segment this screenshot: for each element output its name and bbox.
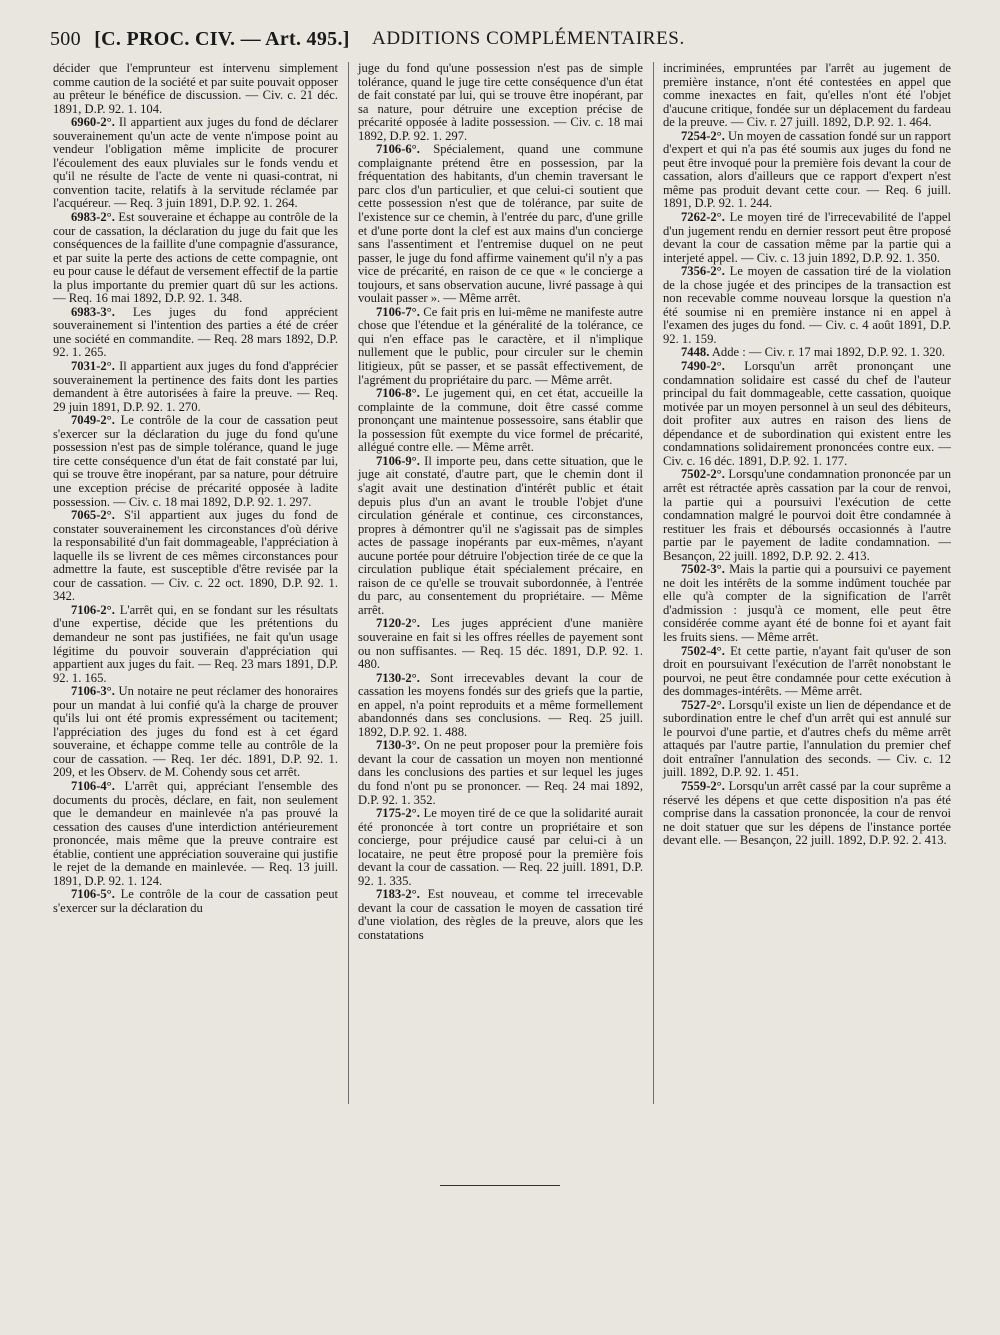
entry-text: Le contrôle de la cour de cassation peut s'exercer sur la déclaration du (53, 887, 338, 915)
entry-number: 7502-2°. (681, 467, 725, 482)
paragraph (358, 617, 643, 671)
entry-number: 7106-8°. (376, 386, 420, 401)
paragraph (358, 807, 643, 888)
entry-text: juge du fond qu'une possession n'est pas de simple tolérance, quand le juge tire cette conséquence d'un état de fait constaté par lui, qui se trouve être inopérant, par sa nature, pour détruire une exception précise de précarité opposée à ladite possession. — Civ. c. 18 mai 1892, D.P. 92. 1. 297. (358, 61, 643, 143)
paragraph (358, 888, 643, 942)
entry-number: 7262-2°. (681, 210, 725, 225)
entry-text: Lorsqu'un arrêt prononçant une condamnation solidaire est cassé du chef de l'auteur principal du fait dommageable, cette cassation, quoique motivée par un moyen personnel à un seul des débiteurs, doit profiter aux autres en raison des liens de dépendance et de subordination qui existent entre les condamnations solidairement prononcées contre eux. — Civ. c. 16 déc. 1891, D.P. 92. 1. 177. (663, 359, 951, 468)
entry-number: 7106-3°. (71, 684, 115, 699)
paragraph (663, 780, 951, 848)
paragraph (53, 62, 338, 116)
entry-text: incriminées, empruntées par l'arrêt au jugement de première instance, n'ont été contestées en appel que comme inexactes en fait, qu'elles n'ont été l'objet d'aucune critique, fondée sur un déplacement du fardeau de la preuve. — Civ. r. 27 juill. 1892, D.P. 92. 1. 464. (663, 61, 951, 130)
entry-number: 7031-2°. (71, 359, 115, 374)
paragraph (53, 306, 338, 360)
paragraph (53, 116, 338, 211)
entry-text: Il appartient aux juges du fond de déclarer souverainement qu'un acte de vente n'impose point au vendeur l'obligation même implicite de procurer l'écoulement des eaux pluviales sur le fonds vendu et qu'il ne résulte de l'acte de vente ni quasi-contrat, ni convention tacite, relatifs à la servitude réclamée par l'acquéreur. — Req. 3 juin 1891, D.P. 92. 1. 264. (53, 115, 338, 211)
entry-text: Un notaire ne peut réclamer des honoraires pour un mandat à lui confié qu'à la charge de prouver qu'ils lui ont été promis expressément ou tacitement; l'appréciation des juges du fond est à cet égard souveraine, et échappe comme telle au contrôle de la cour de cassation. — Req. 1er déc. 1891, D.P. 92. 1. 209, et les Observ. de M. Cohendy sous cet arrêt. (53, 684, 338, 780)
entry-number: 7490-2°. (681, 359, 725, 374)
entry-text: S'il appartient aux juges du fond de constater souverainement les circonstances d'où dérive la responsabilité d'un fait dommageable, l'appréciation à laquelle ils se livrent de ces mêmes circonstances pour admettre la faute, est susceptible d'être revisée par la cour de cassation. — Civ. c. 22 oct. 1890, D.P. 92. 1. 342. (53, 508, 338, 604)
column-divider (653, 62, 654, 1104)
paragraph (53, 780, 338, 888)
entry-number: 7065-2°. (71, 508, 115, 523)
paragraph (663, 360, 951, 468)
paragraph (663, 468, 951, 563)
entry-text: On ne peut proposer pour la première fois devant la cour de cassation un moyen non mentionné dans les conclusions des parties et sur lequel les juges du fond n'ont pu se prononcer. — Req. 24 mai 1892, D.P. 92. 1. 352. (358, 738, 643, 807)
page-number: 500 (50, 28, 81, 50)
entry-number: 7559-2°. (681, 778, 725, 793)
end-rule (440, 1185, 560, 1186)
entry-text: Les juges apprécient d'une manière souveraine en fait si les offres réelles de payement sont ou non suffisantes. — Req. 15 déc. 1891, D.P. 92. 1. 480. (358, 616, 644, 672)
entry-text: Il importe peu, dans cette situation, que le juge ait constaté, d'autre part, que le chemin dont il s'agit avait une destination d'intérêt public et était depuis plus d'un an avant le trouble l'objet d'une circulation générale et continue, ces circonstances, propres à démontrer qu'il ne s'agissait pas de simples actes de passage inopérants par eux-mêmes, n'ayant aucune portée pour détruire l'objection tirée de ce que la circulation publique était spécialement précaire, en raison de ce qu'elle se trouvait subordonnée, à l'entrée du parc, au consentement du propriétaire. — Même arrêt. (358, 453, 643, 617)
paragraph (663, 62, 951, 130)
entry-text: décider que l'emprunteur est intervenu simplement comme caution de la société et par suite pouvait opposer au prêteur le bénéfice de discussion. — Civ. c. 21 déc. 1891, D.P. 92. 1. 104. (53, 61, 339, 116)
entry-text: Le moyen de cassation tiré de la violation de la chose jugée et des principes de la transaction est non recevable comme nouveau lorsque la question n'a été soumise ni en première instance ni en appel à l'examen des juges du fond. — Civ. c. 4 août 1891, D.P. 92. 1. 159. (663, 264, 951, 346)
entry-text: Spécialement, quand une commune complaignante prétend être en possession, par la fréquentation des habitants, d'un chemin traversant le parc clos d'un particulier, et que celui-ci soutient que cette possession n'est que de tolérance, par suite de l'existence sur ce chemin, à l'entrée du parc, d'une grille et d'une porte dont la clef est aux mains d'un concierge sans l'assentiment et l'entremise duquel on ne peut passer, le juge du fond affirme vainement qu'il n'y a pas vice de précarité, en raison de ce que « le concierge a toujours, et sans observation aucune, livré passage à qui voulait passer ». — Même arrêt. (358, 142, 643, 306)
paragraph (358, 387, 643, 455)
entry-text: Est souveraine et échappe au contrôle de la cour de cassation, la déclaration du juge du fait que les conséquences de la faillite d'une compagnie d'assurance, et par suite la perte des actions de cette compagnie, ont eu pour cause le défaut de versement effectif de la partie la plus importante du premier quart dû sur les actions. — Req. 16 mai 1892, D.P. 92. 1. 348. (53, 210, 338, 306)
text-column-2 (358, 62, 643, 943)
paragraph (53, 360, 338, 414)
entry-text: Lorsqu'un arrêt cassé par la cour suprême a réservé les dépens et que cette disposition n'a pas été comprise dans la cassation prononcée, la cour de renvoi ne doit statuer que sur les dépens de l'instance portée devant elle. — Besançon, 22 juill. 1892, D.P. 92. 2. 413. (663, 778, 951, 848)
paragraph (358, 62, 643, 143)
paragraph (53, 509, 338, 604)
entry-number: 7106-7°. (376, 304, 420, 319)
entry-number: 7120-2°. (376, 616, 420, 631)
entry-text: Mais la partie qui a poursuivi ce payement ne doit les intérêts de la somme indûment touchée par elle qu'à compter de la signification de l'arrêt d'admission : jusqu'à ce moment, elle peut être considérée comme ayant été de bonne foi et ayant fait les fruits siens. — Même arrêt. (663, 562, 951, 644)
paragraph (663, 265, 951, 346)
paragraph (358, 739, 643, 807)
entry-number: 7502-3°. (681, 562, 725, 577)
paragraph (53, 685, 338, 780)
text-column-3 (663, 62, 951, 848)
entry-text: Il appartient aux juges du fond d'apprécier souverainement la pertinence des faits dont les parties demandent à être autorisées à faire la preuve. — Req. 29 juin 1891, D.P. 92. 1. 270. (53, 359, 338, 414)
paragraph (358, 143, 643, 306)
entry-number: 7527-2°. (681, 697, 725, 712)
entry-number: 7175-2°. (376, 806, 420, 821)
entry-text: Lorsqu'une condamnation prononcée par un arrêt est rétractée après cassation par la cour de renvoi, la partie qui a poursuivi l'exécution de cette condamnation malgré le pourvoi doit être condamnée à restituer les frais et déboursés occasionnés à l'autre partie par le payement de ladite condamnation. — Besançon, 22 juill. 1892, D.P. 92. 2. 413. (663, 467, 951, 563)
entry-text: Sont irrecevables devant la cour de cassation les moyens fondés sur des griefs que la partie, en appel, n'a point reproduits et a même formellement abandonnés dans ses conclusions. — Req. 25 juill. 1892, D.P. 92. 1. 488. (358, 670, 644, 739)
paragraph (53, 604, 338, 685)
section-title: ADDITIONS COMPLÉMENTAIRES. (372, 28, 685, 49)
entry-text: Et cette partie, n'ayant fait qu'user de son droit en poursuivant l'exécution de l'arrêt nonobstant le pourvoi, ne peut être condamnée pour cette exécution à des dommages-intérêts. — Même arrêt. (663, 643, 951, 699)
paragraph (663, 346, 951, 360)
entry-number: 7183-2°. (376, 887, 420, 902)
entry-number: 7448. (681, 345, 710, 360)
paragraph (663, 645, 951, 699)
entry-text: Un moyen de cassation fondé sur un rapport d'expert et qui n'a pas été soumis aux juges du fond ne peut être invoqué pour la première fois devant la cour de cassation, alors d'ailleurs que ce rapport d'expert n'est même pas produit devant cette cour. — Req. 6 juill. 1891, D.P. 92. 1. 244. (663, 128, 951, 211)
entry-text: Ce fait pris en lui-même ne manifeste autre chose que l'étendue et la généralité de la tolérance, ce qui n'en efface pas le caractère, et il n'implique nullement que le public, pour circuler sur le chemin litigieux, pût se passer, et se passât effectivement, de l'agrément du propriétaire du parc. — Même arrêt. (358, 304, 643, 387)
column-divider (348, 62, 349, 1104)
entry-number: 6983-2°. (71, 210, 115, 225)
entry-number: 7106-9°. (376, 453, 420, 468)
text-column-1 (53, 62, 338, 915)
paragraph (53, 888, 338, 915)
entry-number: 6960-2°. (71, 115, 115, 130)
paragraph (358, 672, 643, 740)
entry-number: 6983-3°. (71, 304, 115, 319)
paragraph (663, 211, 951, 265)
entry-number: 7130-3°. (376, 738, 420, 753)
entry-number: 7254-2°. (681, 128, 725, 143)
entry-number: 7106-2°. (71, 602, 115, 617)
entry-text: Le moyen tiré de ce que la solidarité aurait été prononcée à tort contre un propriétaire et son concierge, pour préjudice causé par celui-ci à un locataire, ne peut être proposé pour la première fois devant la cour de cassation. — Req. 22 juill. 1891, D.P. 92. 1. 335. (358, 806, 643, 888)
paragraph (358, 455, 643, 618)
paragraph (53, 414, 338, 509)
paragraph (663, 563, 951, 644)
entry-text: Adde : — Civ. r. 17 mai 1892, D.P. 92. 1. 320. (711, 345, 946, 360)
paragraph (663, 130, 951, 211)
entry-number: 7049-2°. (71, 413, 115, 428)
entry-text: L'arrêt qui, en se fondant sur les résultats d'une expertise, décide que les prétentions du demandeur ne sont pas justifiées, ne fait qu'un usage légitime du pouvoir souverain d'appréciation qui appartient aux juges du fait. — Req. 23 mars 1891, D.P. 92. 1. 165. (53, 602, 338, 685)
entry-number: 7130-2°. (376, 670, 420, 685)
entry-text: Le jugement qui, en cet état, accueille la complainte de la commune, doit être cassé comme prononçant une maintenue possessoire, sans établir que la possession fût exempte du vice formel de précarité, allégué contre elle. — Même arrêt. (358, 386, 643, 455)
article-reference: [C. PROC. CIV. — Art. 495.] (94, 28, 350, 50)
page-header (50, 28, 685, 56)
entry-text: Les juges du fond apprécient souverainement si l'intention des parties a été de créer une société en commandite. — Req. 28 mars 1892, D.P. 92. 1. 265. (53, 304, 338, 360)
entry-text: Le moyen tiré de l'irrecevabilité de l'appel d'un jugement rendu en dernier ressort peut être proposé devant la cour de cassation même par la partie qui a interjeté appel. — Civ. c. 13 juin 1892, D.P. 92. 1. 350. (663, 210, 951, 265)
entry-text: Lorsqu'il existe un lien de dépendance et de subordination entre le chef d'un arrêt qui est annulé sur le pourvoi d'une partie, et d'autres chefs du même arrêt attaqués par l'autre partie, l'annulation du premier chef doit entraîner l'annulation des seconds. — Civ. c. 12 juill. 1892, D.P. 92. 1. 451. (663, 697, 951, 780)
entry-text: L'arrêt qui, appréciant l'ensemble des documents du procès, déclare, en fait, non seulement que le demandeur en mainlevée n'a pas prouvé la cessation des causes d'une interdiction antérieurement prononcée, mais même que la preuve contraire est établie, contient une appréciation souveraine qui justifie le rejet de la demande en mainlevée. — Req. 13 juill. 1891, D.P. 92. 1. 124. (53, 778, 339, 888)
entry-text: Est nouveau, et comme tel irrecevable devant la cour de cassation le moyen de cassation tiré d'une violation, des règles de la preuve, alors que les constatations (358, 887, 643, 942)
paragraph (358, 306, 643, 387)
entry-number: 7106-6°. (376, 142, 420, 157)
entry-number: 7502-4°. (681, 643, 725, 658)
paragraph (53, 211, 338, 306)
paragraph (663, 699, 951, 780)
entry-number: 7106-5°. (71, 887, 115, 902)
entry-number: 7106-4°. (71, 778, 115, 793)
entry-number: 7356-2°. (681, 264, 725, 279)
entry-text: Le contrôle de la cour de cassation peut s'exercer sur la déclaration du juge du fond qu'une possession n'est pas de simple tolérance, quand le juge tire cette conséquence d'un état de fait constaté par lui, qui se trouve être inopérant, par sa nature, pour détruire une exception précise de précarité opposée à ladite possession. — Civ. c. 18 mai 1892, D.P. 92. 1. 297. (53, 413, 338, 509)
